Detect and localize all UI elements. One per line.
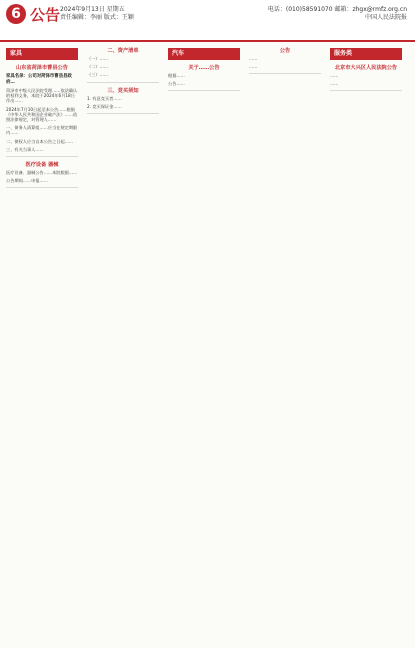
notice-paragraph: …… — [330, 81, 339, 87]
notice-paragraph: 2024年7月10日起至本公告……根据《中华人民共和国企业破产法》……依照法律规定，对管理人…… — [6, 106, 78, 123]
notice-heading: 二、资产清单 — [107, 48, 139, 54]
notice-paragraph: （二）…… — [87, 64, 108, 70]
column-4 — [249, 44, 321, 644]
notice-heading: 北京市大兴区人民法院公告 — [334, 65, 398, 71]
section-divider — [87, 113, 159, 114]
section-divider — [6, 187, 78, 188]
page-number: 6 — [6, 4, 26, 24]
section-banner: 服务类 — [330, 48, 402, 60]
section-divider — [87, 82, 159, 83]
header-meta-left — [60, 6, 134, 22]
notice-paragraph: 一、债务人清算组……应当在规定期限内…… — [6, 125, 78, 136]
column-2 — [87, 44, 159, 644]
notice-subheading: 家具名录：公司对菏泽市曹县县政府… — [6, 74, 72, 85]
notice-heading: 山东省菏泽市曹县公告 — [16, 65, 68, 71]
notice-paragraph: （三）…… — [87, 72, 108, 78]
notice-paragraph: …… — [330, 73, 339, 78]
section-banner: 家具 — [6, 48, 78, 60]
notice-paragraph: （一）…… — [87, 56, 108, 61]
notice-paragraph: 菏泽市中级人民法院受理……依法确认的权利义务，本院于2024年6月18日作出…… — [6, 88, 78, 104]
notice-paragraph: …… — [249, 56, 258, 61]
notice-paragraph: 2. 竞买保证金…… — [87, 103, 122, 109]
notice-paragraph: 三、有关当事人…… — [6, 146, 44, 152]
notice-paragraph: 1. 有意竞买者…… — [87, 95, 122, 101]
notice-paragraph: 根据…… — [168, 73, 185, 78]
notice-paragraph: 二、债权人应当自本公告之日起…… — [6, 138, 74, 144]
notice-heading: 公告 — [279, 48, 291, 54]
notice-paragraph: …… — [249, 64, 258, 70]
paper-name: 中国人民法院报 — [364, 14, 407, 21]
section-divider — [168, 90, 240, 91]
section-banner: 汽车 — [168, 48, 240, 60]
section-divider — [330, 90, 402, 91]
notice-heading: 医疗设备 器械 — [25, 162, 59, 169]
notice-heading: 关于……公告 — [188, 65, 220, 71]
editor-line: 责任编辑：李丽 版式：王颖 — [60, 14, 134, 21]
section-divider — [6, 156, 78, 157]
section-title: 公告 — [30, 6, 61, 24]
date-line: 2024年9月13日 星期五 — [60, 6, 125, 13]
column-1 — [6, 44, 78, 644]
notice-paragraph: 医疗设备、器械公告……本院根据…… — [6, 170, 78, 176]
notice-paragraph: 公告…… — [168, 81, 185, 87]
header-meta-right — [268, 6, 407, 22]
column-5 — [330, 44, 402, 644]
page-header — [0, 0, 415, 42]
contact-line: 电话：(010)58591070 邮箱：zhgx@rmfz.org.cn — [267, 6, 407, 13]
section-divider — [249, 73, 321, 74]
notice-heading: 三、竞买须知 — [107, 87, 139, 94]
column-3 — [168, 44, 240, 644]
notice-paragraph: 公告期间……申报…… — [6, 178, 48, 184]
